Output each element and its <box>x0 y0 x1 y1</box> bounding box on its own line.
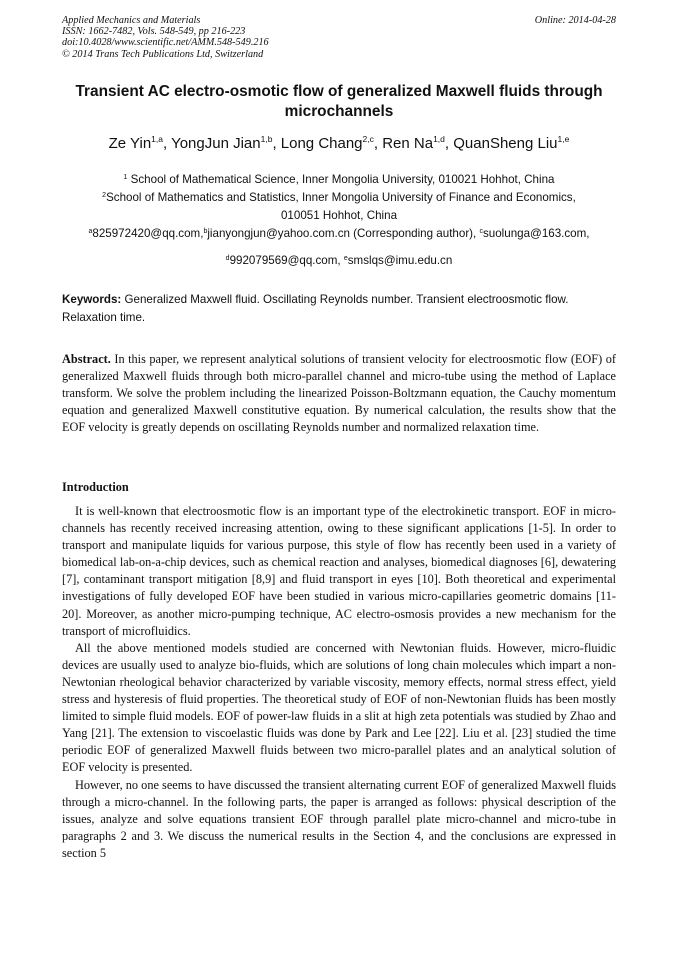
email-address[interactable]: smslqs@imu.edu.cn <box>347 254 453 267</box>
author-separator: , <box>272 135 281 152</box>
section-heading-introduction: Introduction <box>62 480 129 494</box>
author-name: YongJun Jian <box>171 135 261 152</box>
email-address[interactable]: 825972420@qq.com, <box>92 227 204 240</box>
author-separator: , <box>373 135 383 152</box>
email-address[interactable]: jianyongjun@yahoo.com.cn (Corresponding author), <box>207 227 480 240</box>
email-mark: d <box>225 255 230 262</box>
affiliation-1 <box>50 171 628 189</box>
author-affiliation-mark: 1,a <box>151 134 163 144</box>
affiliation-text: School of Mathematical Science, Inner Mongolia University, 010021 Hohhot, China <box>127 173 555 186</box>
email-address[interactable]: 992079569@qq.com, <box>229 254 344 267</box>
email-address[interactable]: suolunga@163.com, <box>482 227 590 240</box>
author-name: QuanSheng Liu <box>453 135 558 152</box>
keywords-text: Generalized Maxwell fluid. Oscillating Reynolds number. Transient electroosmotic flow. Relaxation time. <box>62 293 569 324</box>
journal-header <box>62 15 269 60</box>
affiliation-mark: 1 <box>123 174 128 181</box>
abstract <box>62 351 616 436</box>
affiliation-2 <box>50 189 628 207</box>
author-affiliation-mark: 1,b <box>260 134 273 144</box>
author-affiliation-mark: 2,c <box>362 134 374 144</box>
keywords-label: Keywords: <box>62 293 122 306</box>
email-mark: c <box>479 228 483 235</box>
author-affiliation-mark: 1,e <box>557 134 570 144</box>
affiliation-text: School of Mathematics and Statistics, Inner Mongolia University of Finance and Economics, <box>106 191 576 204</box>
author-name: Long Chang <box>280 135 363 152</box>
body-paragraph: All the above mentioned models studied are concerned with Newtonian fluids. However, micro-fluidic devices are usually used to analyze bio-fluids, which are solutions of long chain molecules which impart a non-Newtonian rheological behavior characterized by variable viscosity, memory effects, normal stress effect, yield stress and hysteresis of fluid properties. The theoretical study of EOF of non-Newtonian fluids has been mostly limited to simple fluid models. EOF of power-law fluids in a slit at high zeta potentials was studied by Zhao and Yang [21]. The extension to viscoelastic fluids was done by Park and Lee [22]. Liu et al. [23] studied the time periodic EOF of generalized Maxwell fluids between two micro-parallel plates and an analytical solution of EOF velocity is presented. <box>62 640 616 775</box>
body-paragraph: It is well-known that electroosmotic flow is an important type of the electrokinetic transport. EOF in micro-channels has recently received increasing attention, owing to these significant applications [1-5]. In order to transport and manipulate liquids for various purpose, this style of flow has recently been used in a variety of biomedical lab-on-a-chip devices, such as chemical reaction and analyses, biomedical diagnoses [6], dewatering [7], contaminant transport mitigation [8,9] and fluid transport in eyes [10]. Both theoretical and experimental investigations of fully developed EOF have been studied in various micro-capillaries geometric domains [11-20]. Moreover, as another micro-pumping technique, AC electro-osmosis provides a new mechanism for the transport of microfluidics. <box>62 504 616 638</box>
online-date: Online: 2014-04-28 <box>534 15 616 26</box>
email-line-2 <box>50 252 628 270</box>
email-mark: b <box>203 228 208 235</box>
issn-line: ISSN: 1662-7482, Vols. 548-549, pp 216-223 <box>62 26 246 38</box>
doi-line: doi:10.4028/www.scientific.net/AMM.548-549.216 <box>62 37 269 49</box>
abstract-text: In this paper, we represent analytical solutions of transient velocity for electroosmotic flow (EOF) of generalized Maxwell fluids through both micro-parallel channel and micro-tube using the method of Laplace transform. We solve the problem including the linearized Poisson-Boltzmann equation, the Cauchy momentum equation and generalized Maxwell constitutive equation. By numerical calculation, the results show that the EOF velocity is greatly depends on oscillating Reynolds number and normalized relaxation time. <box>62 352 616 435</box>
author-affiliation-mark: 1,d <box>433 134 445 144</box>
email-mark: e <box>343 255 348 262</box>
copyright-line: © 2014 Trans Tech Publications Ltd, Switzerland <box>62 48 264 60</box>
affiliation-2-city: 010051 Hohhot, China <box>280 209 398 222</box>
author-separator: , <box>444 135 454 152</box>
introduction-body <box>62 503 616 862</box>
email-line-1 <box>50 225 628 243</box>
author-name: Ze Yin <box>108 135 152 152</box>
paper-title: Transient AC electro-osmotic flow of generalized Maxwell fluids through microchannels <box>75 83 603 120</box>
affiliation-mark: 2 <box>102 192 107 199</box>
body-paragraph: However, no one seems to have discussed the transient alternating current EOF of generalized Maxwell fluids through a micro-channel. In the following parts, the paper is arranged as follows: physical description of the issues, analyze and solve equations transient EOF through parallel plate micro-channel and micro-tube in paragraphs 2 and 3. We discuss the numerical results in the Section 4, and the conclusions are expressed in section 5 <box>62 777 616 860</box>
email-mark: a <box>88 228 93 235</box>
author-name: Ren Na <box>382 135 434 152</box>
author-separator: , <box>163 135 172 152</box>
abstract-label: Abstract. <box>62 352 111 366</box>
author-list <box>40 134 638 154</box>
keywords <box>62 291 618 327</box>
journal-name: Applied Mechanics and Materials <box>62 15 201 26</box>
